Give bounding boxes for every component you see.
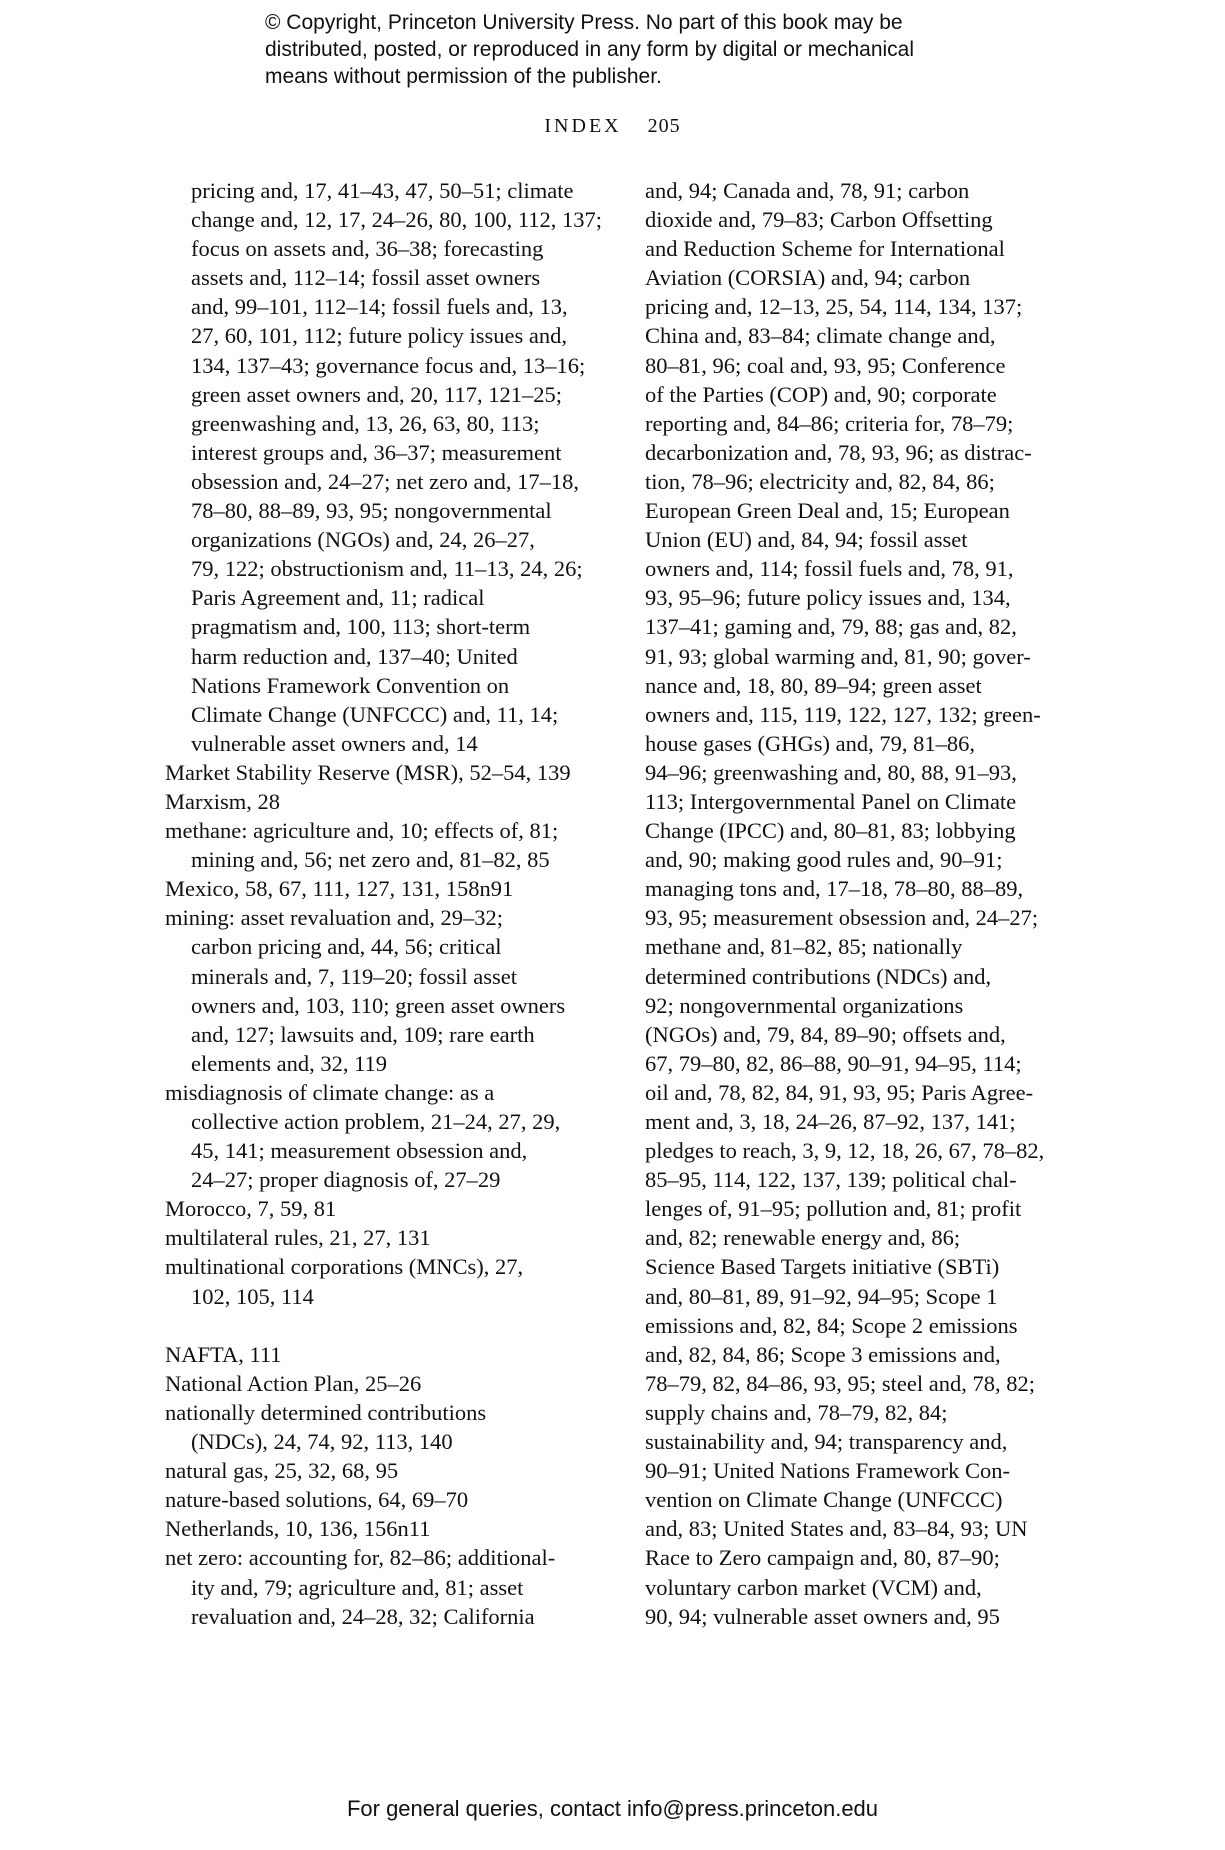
index-line: voluntary carbon market (VCM) and, [645,1574,982,1600]
index-line: organizations (NGOs) and, 24, 26–27, [191,527,535,553]
copyright-line: distributed, posted, or reproduced in any form by digital or mechanical [265,38,915,61]
page-number: 205 [647,115,681,137]
index-line: pricing and, 17, 41–43, 47, 50–51; climate [191,178,574,203]
index-line: tion, 78–96; electricity and, 82, 84, 86; [645,468,995,494]
index-line: nature-based solutions, 64, 69–70 [165,1487,469,1513]
index-line: and, 82, 84, 86; Scope 3 emissions and, [645,1341,1001,1367]
index-line: 80–81, 96; coal and, 93, 95; Conference [645,352,1006,378]
index-line: and, 80–81, 89, 91–92, 94–95; Scope 1 [645,1283,998,1309]
index-line: carbon pricing and, 44, 56; critical [191,934,502,960]
index-line: oil and, 78, 82, 84, 91, 93, 95; Paris Agree- [645,1079,1034,1105]
index-line: 78–80, 88–89, 93, 95; nongovernmental [191,498,552,524]
index-line: focus on assets and, 36–38; forecasting [191,236,544,262]
index-line: Morocco, 7, 59, 81 [165,1196,337,1222]
index-line: 94–96; greenwashing and, 80, 88, 91–93, [645,759,1017,785]
index-line: methane: agriculture and, 10; effects of, 81; [165,818,559,844]
index-line: house gases (GHGs) and, 79, 81–86, [645,730,975,756]
index-line: net zero: accounting for, 82–86; additional- [165,1545,556,1571]
index-line: 113; Intergovernmental Panel on Climate [645,788,1017,814]
index-line: 27, 60, 101, 112; future policy issues and, [191,323,567,349]
index-line: nance and, 18, 80, 89–94; green asset [645,672,982,698]
index-line: Science Based Targets initiative (SBTi) [645,1254,1000,1280]
copyright-line: means without permission of the publisher. [265,65,662,88]
index-line: 78–79, 82, 84–86, 93, 95; steel and, 78, 82; [645,1370,1035,1396]
index-line: reporting and, 84–86; criteria for, 78–79; [645,410,1014,436]
index-line: pragmatism and, 100, 113; short-term [191,614,531,640]
index-line: European Green Deal and, 15; European [645,498,1010,524]
index-line: multinational corporations (MNCs), 27, [165,1254,524,1280]
index-line: Climate Change (UNFCCC) and, 11, 14; [191,701,559,727]
index-line: change and, 12, 17, 24–26, 80, 100, 112, 137; [191,207,602,233]
copyright-line: © Copyright, Princeton University Press. No part of this book may be [265,11,903,34]
index-line: ment and, 3, 18, 24–26, 87–92, 137, 141; [645,1109,1016,1134]
index-line: Aviation (CORSIA) and, 94; carbon [645,265,971,291]
index-line: 67, 79–80, 82, 86–88, 90–91, 94–95, 114; [645,1050,1022,1076]
index-line: natural gas, 25, 32, 68, 95 [165,1458,399,1484]
index-line: and, 83; United States and, 83–84, 93; UN [645,1516,1028,1542]
index-line: managing tons and, 17–18, 78–80, 88–89, [645,876,1024,902]
index-line: Paris Agreement and, 11; radical [191,585,485,611]
index-line: greenwashing and, 13, 26, 63, 80, 113; [191,410,540,436]
index-line: misdiagnosis of climate change: as a [165,1079,495,1105]
index-line: interest groups and, 36–37; measurement [191,439,562,465]
index-line: Change (IPCC) and, 80–81, 83; lobbying [645,818,1016,844]
index-line: vulnerable asset owners and, 14 [191,730,478,756]
index-line: harm reduction and, 137–40; United [191,643,518,669]
index-line: 90, 94; vulnerable asset owners and, 95 [645,1603,1000,1629]
index-line: 137–41; gaming and, 79, 88; gas and, 82, [645,614,1017,640]
index-line: China and, 83–84; climate change and, [645,323,996,349]
index-line [165,1311,595,1340]
index-line: ity and, 79; agriculture and, 81; asset [191,1574,524,1600]
index-line: Race to Zero campaign and, 80, 87–90; [645,1545,1000,1571]
index-line: dioxide and, 79–83; Carbon Offsetting [645,207,993,233]
index-line: pledges to reach, 3, 9, 12, 18, 26, 67, 78–82, [645,1138,1045,1164]
running-head [0,113,1225,139]
index-line: Union (EU) and, 84, 94; fossil asset [645,527,968,553]
index-column-right [645,176,1075,1631]
index-line: obsession and, 24–27; net zero and, 17–18, [191,468,580,494]
index-line: 24–27; proper diagnosis of, 27–29 [191,1167,501,1193]
index-line: pricing and, 12–13, 25, 54, 114, 134, 137; [645,294,1023,320]
index-line: collective action problem, 21–24, 27, 29, [191,1109,561,1134]
index-line: sustainability and, 94; transparency and, [645,1429,1008,1455]
index-line: and, 99–101, 112–14; fossil fuels and, 13, [191,294,568,320]
index-line: NAFTA, 111 [165,1341,282,1367]
index-line: Nations Framework Convention on [191,672,510,698]
index-line: 85–95, 114, 122, 137, 139; political chal- [645,1167,1017,1193]
index-line: 91, 93; global warming and, 81, 90; gover- [645,643,1031,669]
index-line: multilateral rules, 21, 27, 131 [165,1225,431,1251]
index-line: Mexico, 58, 67, 111, 127, 131, 158n91 [165,876,514,902]
index-line: and, 82; renewable energy and, 86; [645,1225,961,1251]
index-line: determined contributions (NDCs) and, [645,963,992,989]
index-line: and Reduction Scheme for International [645,236,1005,262]
index-line: decarbonization and, 78, 93, 96; as distrac- [645,439,1032,465]
index-line: green asset owners and, 20, 117, 121–25; [191,381,562,407]
index-line: Marxism, 28 [165,788,280,814]
copyright-notice [265,9,1025,90]
index-line: 45, 141; measurement obsession and, [191,1138,528,1164]
index-line: nationally determined contributions [165,1399,487,1425]
index-line: 79, 122; obstructionism and, 11–13, 24, 26; [191,556,583,582]
index-line: mining and, 56; net zero and, 81–82, 85 [191,847,550,873]
index-line: of the Parties (COP) and, 90; corporate [645,381,997,407]
index-line: 134, 137–43; governance focus and, 13–16; [191,352,586,378]
index-line: 90–91; United Nations Framework Con- [645,1458,1010,1484]
index-line: (NGOs) and, 79, 84, 89–90; offsets and, [645,1021,1006,1047]
section-title: INDEX [544,115,622,137]
index-line: owners and, 115, 119, 122, 127, 132; green- [645,701,1041,727]
index-line: Market Stability Reserve (MSR), 52–54, 139 [165,759,571,785]
index-line: and, 94; Canada and, 78, 91; carbon [645,178,970,203]
index-line: methane and, 81–82, 85; nationally [645,934,963,960]
index-line: and, 90; making good rules and, 90–91; [645,847,1003,873]
index-line: lenges of, 91–95; pollution and, 81; profit [645,1196,1022,1222]
index-line: assets and, 112–14; fossil asset owners [191,265,541,291]
index-line: mining: asset revaluation and, 29–32; [165,905,504,931]
index-line: owners and, 114; fossil fuels and, 78, 91, [645,556,1014,582]
index-line: supply chains and, 78–79, 82, 84; [645,1399,948,1425]
index-line: minerals and, 7, 119–20; fossil asset [191,963,517,989]
index-line: Netherlands, 10, 136, 156n11 [165,1516,431,1542]
index-line: emissions and, 82, 84; Scope 2 emissions [645,1312,1018,1338]
index-line: 93, 95; measurement obsession and, 24–27; [645,905,1039,931]
index-line: and, 127; lawsuits and, 109; rare earth [191,1021,535,1047]
footer-contact: For general queries, contact info@press.princeton.edu [346,1796,879,1821]
index-line: vention on Climate Change (UNFCCC) [645,1487,1003,1513]
index-line: 93, 95–96; future policy issues and, 134, [645,585,1011,611]
index-line: 92; nongovernmental organizations [645,992,964,1018]
index-line: 102, 105, 114 [191,1283,314,1309]
index-line: (NDCs), 24, 74, 92, 113, 140 [191,1429,453,1455]
index-line: elements and, 32, 119 [191,1050,387,1076]
index-line: owners and, 103, 110; green asset owners [191,992,566,1018]
index-line: National Action Plan, 25–26 [165,1370,422,1396]
index-column-left [165,176,602,1631]
index-line: revaluation and, 24–28, 32; California [191,1603,535,1629]
